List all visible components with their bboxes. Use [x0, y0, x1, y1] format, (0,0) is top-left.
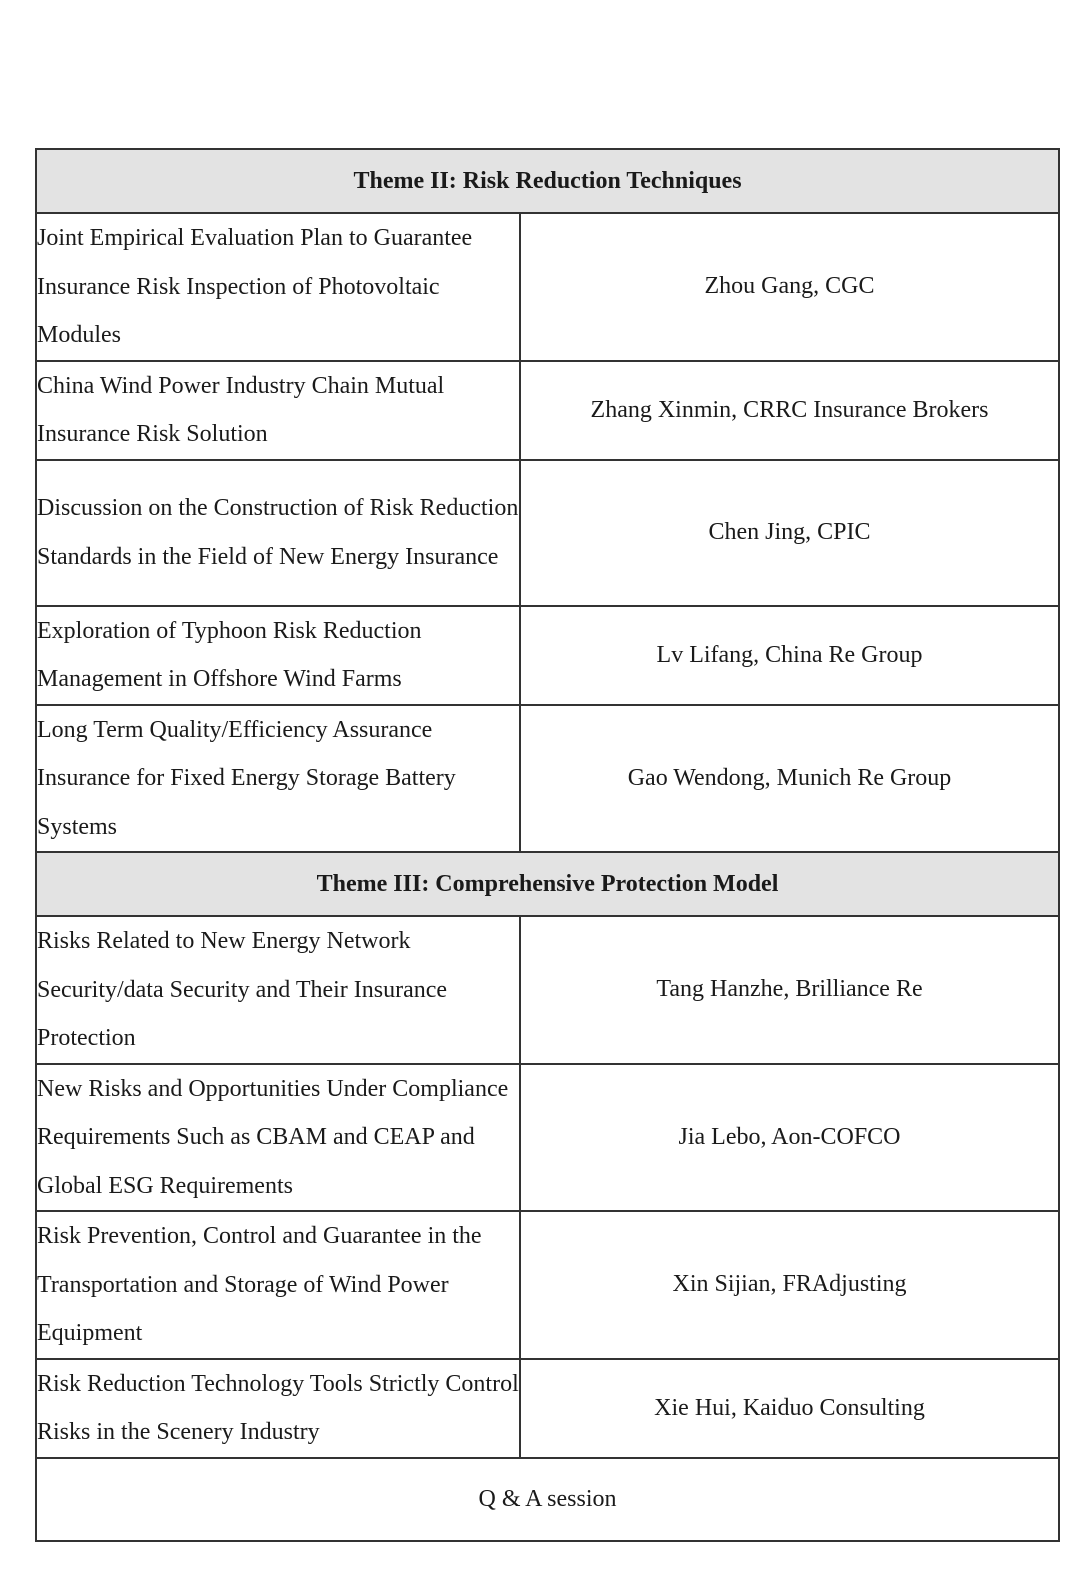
speaker-cell: Xin Sijian, FRAdjusting: [520, 1211, 1059, 1359]
speaker-cell: Jia Lebo, Aon-COFCO: [520, 1064, 1059, 1212]
table-row: [36, 1211, 1059, 1359]
speaker-cell: Lv Lifang, China Re Group: [520, 606, 1059, 705]
topic-cell: Risk Prevention, Control and Guarantee in the Transportation and Storage of Wind Power Equipment: [36, 1211, 520, 1359]
speaker-cell: Tang Hanzhe, Brilliance Re: [520, 916, 1059, 1064]
table-row: [36, 705, 1059, 853]
topic-cell: Exploration of Typhoon Risk Reduction Management in Offshore Wind Farms: [36, 606, 520, 705]
speaker-cell: Zhang Xinmin, CRRC Insurance Brokers: [520, 361, 1059, 460]
table-row: [36, 460, 1059, 606]
speaker-cell: Xie Hui, Kaiduo Consulting: [520, 1359, 1059, 1458]
agenda-table: [35, 148, 1060, 1542]
topic-cell: Discussion on the Construction of Risk Reduction Standards in the Field of New Energy Insurance: [36, 460, 520, 606]
table-row: [36, 1064, 1059, 1212]
speaker-cell: Gao Wendong, Munich Re Group: [520, 705, 1059, 853]
topic-cell: Risk Reduction Technology Tools Strictly Control Risks in the Scenery Industry: [36, 1359, 520, 1458]
theme-header-row: [36, 149, 1059, 213]
theme-heading: Theme II: Risk Reduction Techniques: [36, 149, 1059, 213]
table-row: [36, 213, 1059, 361]
table-row: [36, 361, 1059, 460]
table-row: [36, 1359, 1059, 1458]
topic-cell: Long Term Quality/Efficiency Assurance Insurance for Fixed Energy Storage Battery Systems: [36, 705, 520, 853]
table-row: [36, 916, 1059, 1064]
topic-cell: New Risks and Opportunities Under Compliance Requirements Such as CBAM and CEAP and Global ESG Requirements: [36, 1064, 520, 1212]
topic-cell: Joint Empirical Evaluation Plan to Guarantee Insurance Risk Inspection of Photovoltaic Modules: [36, 213, 520, 361]
topic-cell: China Wind Power Industry Chain Mutual Insurance Risk Solution: [36, 361, 520, 460]
table-row: [36, 606, 1059, 705]
speaker-cell: Zhou Gang, CGC: [520, 213, 1059, 361]
theme-heading: Theme III: Comprehensive Protection Model: [36, 852, 1059, 916]
qa-session-cell: Q & A session: [36, 1458, 1059, 1541]
theme-header-row: [36, 852, 1059, 916]
speaker-cell: Chen Jing, CPIC: [520, 460, 1059, 606]
topic-cell: Risks Related to New Energy Network Security/data Security and Their Insurance Protection: [36, 916, 520, 1064]
closing-row: [36, 1458, 1059, 1541]
